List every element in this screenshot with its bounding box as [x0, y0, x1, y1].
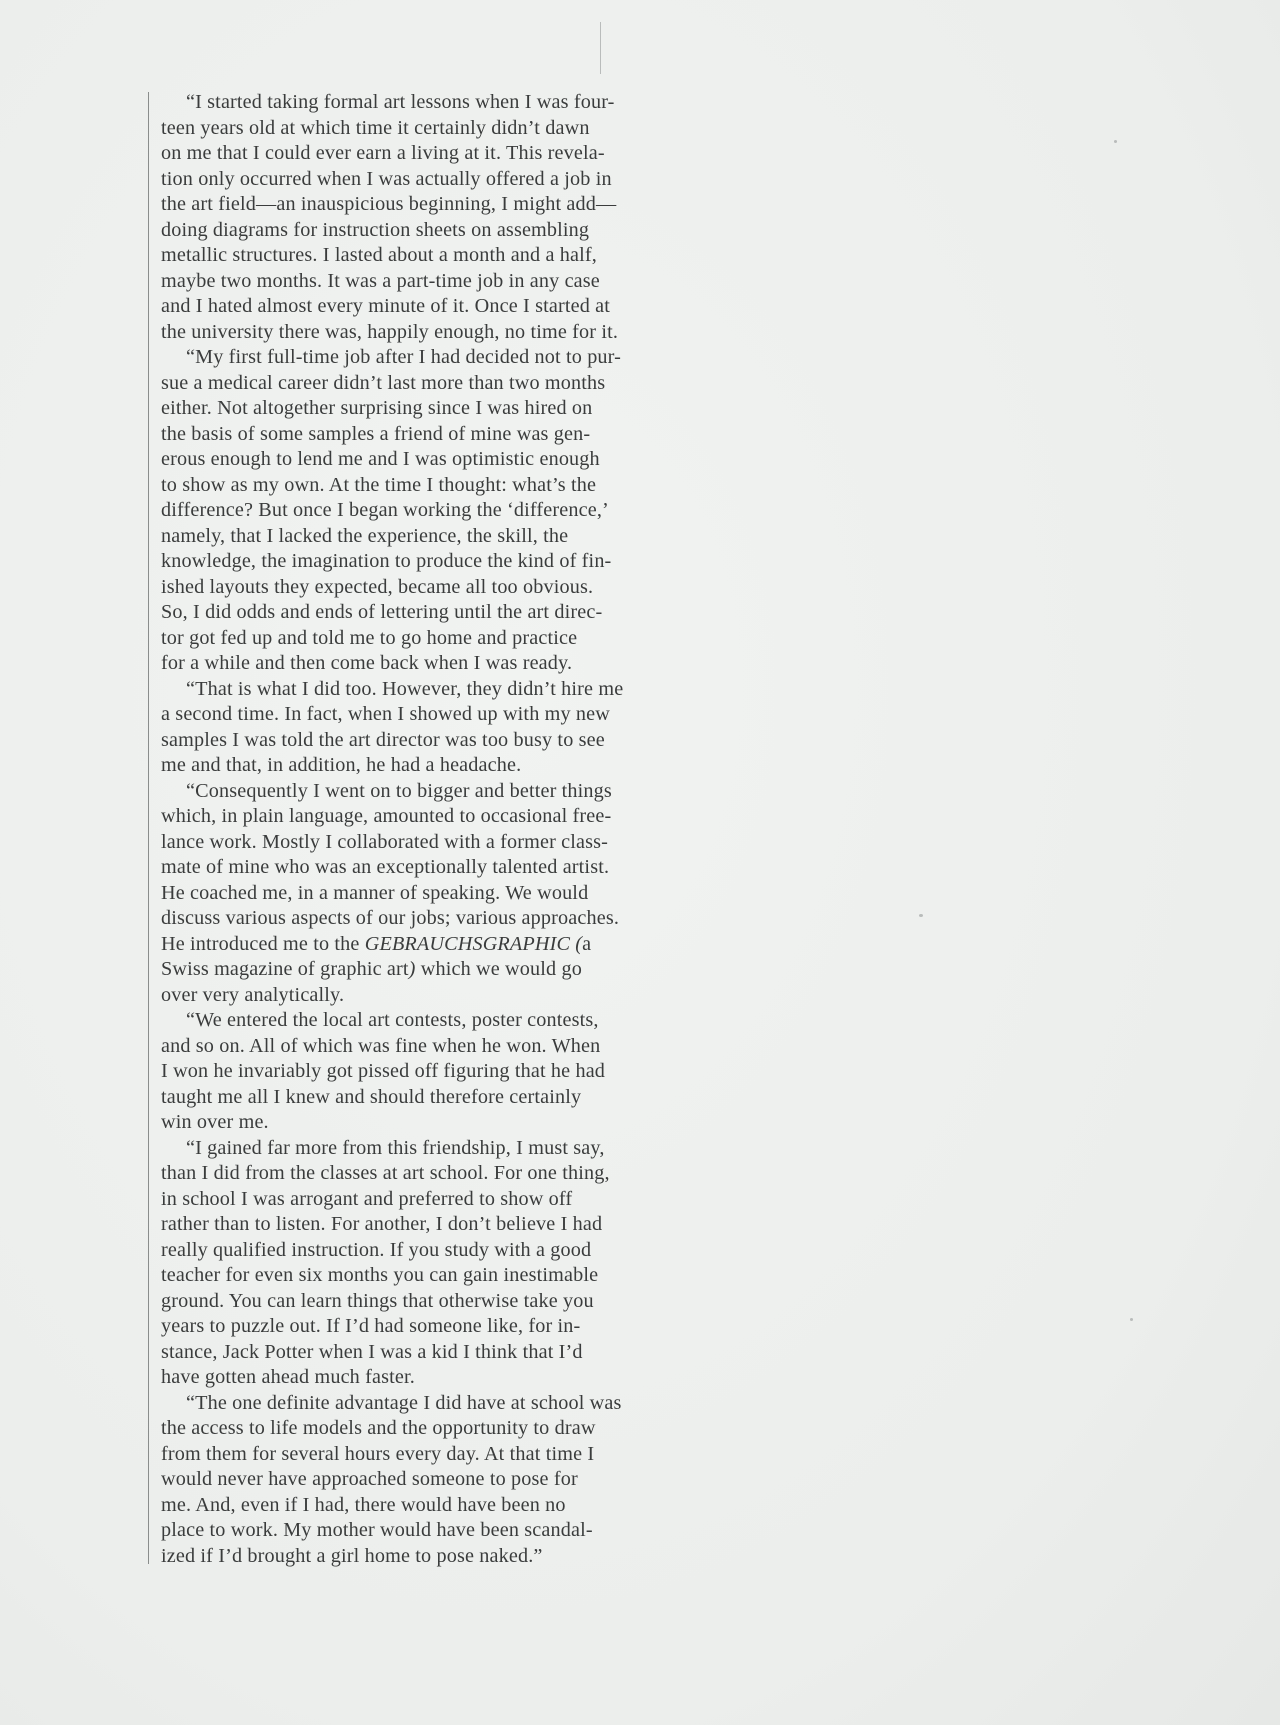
text-segment: tion only occurred when I was actually offered a job in — [161, 167, 612, 190]
text-line — [161, 1059, 721, 1085]
text-segment: ished layouts they expected, became all too obvious. — [161, 575, 594, 598]
paragraph — [161, 1008, 721, 1136]
text-line — [161, 294, 721, 320]
text-line — [161, 1314, 721, 1340]
text-segment: “Consequently I went on to bigger and better things — [186, 779, 612, 802]
text-segment: me. And, even if I had, there would have been no — [161, 1493, 566, 1516]
paragraph — [161, 779, 721, 1009]
text-line — [161, 855, 721, 881]
page-speck — [919, 914, 923, 917]
text-segment: over very analytically. — [161, 983, 345, 1006]
text-line — [161, 1136, 721, 1162]
text-segment: “The one definite advantage I did have at school was — [186, 1391, 622, 1414]
text-line — [161, 1085, 721, 1111]
text-line — [161, 626, 721, 652]
text-line — [161, 524, 721, 550]
page-mark — [600, 22, 601, 74]
text-segment: discuss various aspects of our jobs; various approaches. — [161, 907, 620, 929]
text-line — [161, 371, 721, 397]
text-line — [161, 243, 721, 269]
text-line — [161, 218, 721, 244]
text-line — [161, 932, 721, 958]
text-segment: the basis of some samples a friend of mine was gen- — [161, 422, 591, 445]
text-segment: He coached me, in a manner of speaking. We would — [161, 881, 589, 904]
text-segment: from them for several hours every day. At that time I — [161, 1442, 595, 1465]
paragraph — [161, 677, 721, 779]
paragraph — [161, 1391, 721, 1570]
text-segment: the access to life models and the opportunity to draw — [161, 1417, 596, 1439]
text-segment: which, in plain language, amounted to occasional free- — [161, 805, 612, 827]
text-line — [161, 1467, 721, 1493]
text-line — [161, 396, 721, 422]
text-segment: difference? But once I began working the ‘difference,’ — [161, 499, 609, 521]
text-line — [161, 1289, 721, 1315]
text-segment: sue a medical career didn’t last more than two months — [161, 371, 606, 394]
text-line — [161, 1161, 721, 1187]
text-segment: ) — [408, 958, 416, 980]
text-line — [161, 1212, 721, 1238]
text-line — [161, 677, 721, 703]
text-segment: maybe two months. It was a part-time job in any case — [161, 269, 600, 292]
text-line — [161, 1391, 721, 1417]
paragraph — [161, 345, 721, 677]
text-segment: ized if I’d brought a girl home to pose naked.” — [161, 1544, 543, 1567]
text-segment: GEBRAUCHSGRAPHIC ( — [364, 932, 583, 955]
text-line — [161, 804, 721, 830]
text-segment: erous enough to lend me and I was optimistic enough — [161, 448, 600, 470]
text-line — [161, 192, 721, 218]
text-segment: ground. You can learn things that otherwise take you — [161, 1289, 594, 1312]
text-line — [161, 906, 721, 932]
text-segment: mate of mine who was an exceptionally talented artist. — [161, 856, 610, 878]
text-segment: “My first full-time job after I had decided not to pur- — [186, 346, 622, 368]
text-segment: “That is what I did too. However, they didn’t hire me — [186, 677, 624, 700]
text-segment: on me that I could ever earn a living at it. This revela- — [161, 142, 605, 164]
text-segment: place to work. My mother would have been scandal- — [161, 1519, 593, 1541]
text-line — [161, 1518, 721, 1544]
text-segment: “I gained far more from this friendship, I must say, — [186, 1136, 605, 1159]
text-segment: I won he invariably got pissed off figuring that he had — [161, 1060, 606, 1082]
text-segment: the university there was, happily enough, no time for it. — [161, 320, 619, 343]
text-segment: samples I was told the art director was too busy to see — [161, 728, 605, 751]
text-line — [161, 269, 721, 295]
text-line — [161, 1416, 721, 1442]
text-segment: either. Not altogether surprising since I was hired on — [161, 397, 593, 419]
text-segment: a second time. In fact, when I showed up with my new — [161, 703, 611, 725]
text-line — [161, 1008, 721, 1034]
text-segment: have gotten ahead much faster. — [161, 1366, 415, 1388]
text-segment: Swiss magazine of graphic art — [161, 958, 409, 980]
margin-rule — [148, 92, 149, 1564]
text-line — [161, 1034, 721, 1060]
text-line — [161, 600, 721, 626]
text-line — [161, 90, 721, 116]
text-line — [161, 830, 721, 856]
text-line — [161, 422, 721, 448]
text-segment: teacher for even six months you can gain inestimable — [161, 1264, 599, 1286]
text-line — [161, 498, 721, 524]
text-segment: really qualified instruction. If you study with a good — [161, 1238, 592, 1261]
paragraph — [161, 90, 721, 345]
text-segment: to show as my own. At the time I thought: what’s the — [161, 473, 597, 496]
page-speck — [1114, 140, 1117, 143]
text-line — [161, 728, 721, 754]
text-segment: namely, that I lacked the experience, the skill, the — [161, 524, 569, 547]
text-line — [161, 1493, 721, 1519]
text-segment: the art field—an inauspicious beginning, I might add— — [161, 193, 617, 215]
text-line — [161, 141, 721, 167]
text-line — [161, 167, 721, 193]
page-speck — [1130, 1318, 1133, 1321]
text-segment: rather than to listen. For another, I don’t believe I had — [161, 1213, 603, 1235]
text-segment: and I hated almost every minute of it. Once I started at — [161, 295, 611, 317]
text-line — [161, 651, 721, 677]
text-segment: stance, Jack Potter when I was a kid I think that I’d — [161, 1340, 583, 1363]
text-line — [161, 1365, 721, 1391]
text-segment: taught me all I knew and should therefore certainly — [161, 1085, 582, 1108]
text-line — [161, 549, 721, 575]
text-segment: me and that, in addition, he had a headache. — [161, 754, 522, 776]
text-segment: “I started taking formal art lessons when I was four- — [186, 91, 615, 113]
text-line — [161, 983, 721, 1009]
text-segment: would never have approached someone to pose for — [161, 1468, 578, 1490]
text-segment: doing diagrams for instruction sheets on assembling — [161, 218, 590, 241]
text-segment: for a while and then come back when I was ready. — [161, 652, 573, 674]
text-segment: lance work. Mostly I collaborated with a former class- — [161, 830, 609, 853]
text-segment: than I did from the classes at art school. For one thing, — [161, 1162, 610, 1184]
text-segment: metallic structures. I lasted about a month and a half, — [161, 244, 597, 266]
text-segment: which we would go — [415, 958, 582, 980]
text-line — [161, 1187, 721, 1213]
text-segment: So, I did odds and ends of lettering until the art direc- — [161, 601, 603, 623]
text-line — [161, 779, 721, 805]
text-segment: He introduced me to the — [161, 932, 365, 955]
text-segment: tor got fed up and told me to go home and practice — [161, 626, 578, 649]
text-line — [161, 957, 721, 983]
text-line — [161, 1263, 721, 1289]
text-segment: “We entered the local art contests, poster contests, — [186, 1009, 599, 1031]
text-segment: knowledge, the imagination to produce the kind of fin- — [161, 550, 612, 572]
text-segment: and so on. All of which was fine when he won. When — [161, 1034, 601, 1057]
text-line — [161, 1442, 721, 1468]
text-line — [161, 116, 721, 142]
text-segment: in school I was arrogant and preferred to show off — [161, 1187, 573, 1210]
text-segment: teen years old at which time it certainly didn’t dawn — [161, 116, 590, 139]
text-line — [161, 702, 721, 728]
text-segment: a — [582, 932, 592, 955]
text-line — [161, 345, 721, 371]
text-line — [161, 1544, 721, 1570]
text-segment: win over me. — [161, 1111, 269, 1133]
text-line — [161, 447, 721, 473]
article-text-column — [161, 90, 721, 1569]
text-line — [161, 1238, 721, 1264]
text-line — [161, 753, 721, 779]
paragraph — [161, 1136, 721, 1391]
text-line — [161, 320, 721, 346]
text-line — [161, 473, 721, 499]
text-line — [161, 881, 721, 907]
text-line — [161, 1110, 721, 1136]
text-line — [161, 575, 721, 601]
text-line — [161, 1340, 721, 1366]
text-segment: years to puzzle out. If I’d had someone like, for in- — [161, 1315, 581, 1337]
